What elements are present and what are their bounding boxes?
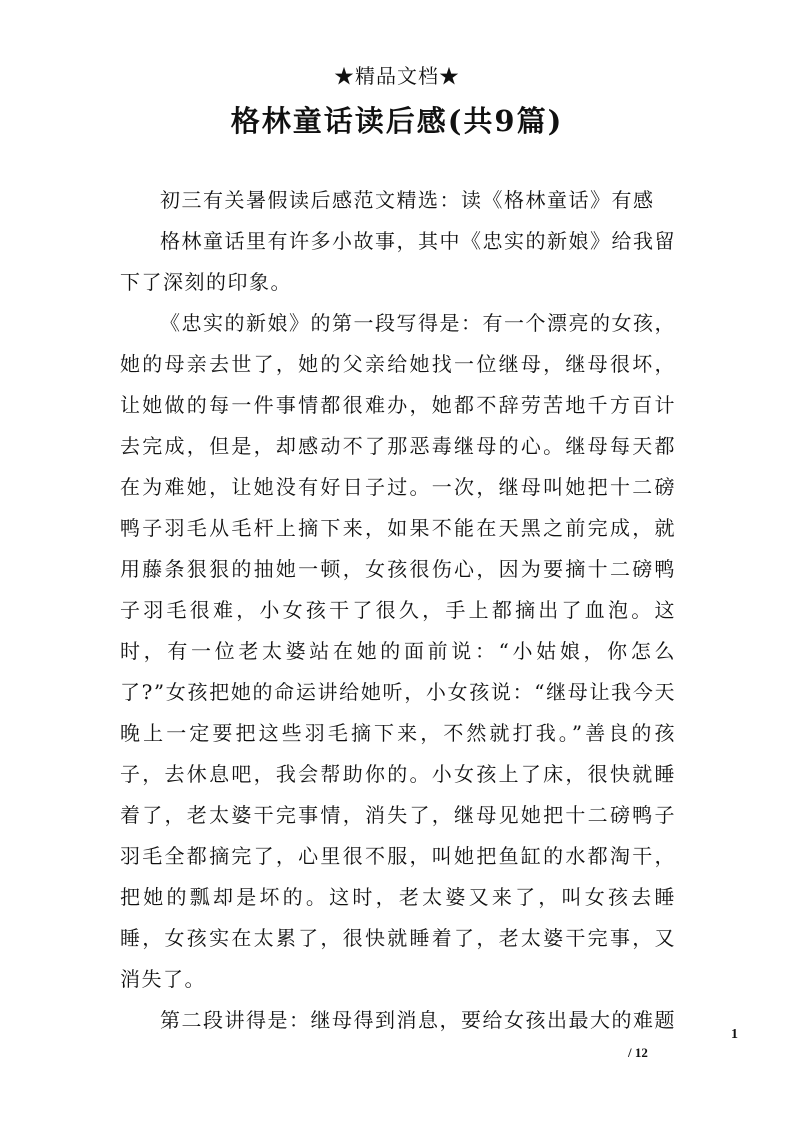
paragraph-first-section: 《忠实的新娘》的第一段写得是：有一个漂亮的女孩，她的母亲去世了，她的父亲给她找一位继母，继母很坏，让她做的每一件事情都很难办，她都不辞劳苦地千方百计去完成，但是，却感动不了那恶毒继母的心。继母每天都在为难她，让她没有好日子过。一次，继母叫她把十二磅鸭子羽毛从毛杆上摘下来，如果不能在天黑之前完成，就用藤条狠狠的抽她一顿，女孩很伤心，因为要摘十二磅鸭子羽毛很难，小女孩干了很久，手上都摘出了血泡。这时，有一位老太婆站在她的面前说：“小姑娘，你怎么了?”女孩把她的命运讲给她听，小女孩说：“继母让我今天晚上一定要把这些羽毛摘下来，不然就打我。”善良的孩子，去休息吧，我会帮助你的。小女孩上了床，很快就睡着了，老太婆干完事情，消失了，继母见她把十二磅鸭子羽毛全都摘完了，心里很不服，叫她把鱼缸的水都淘干，把她的瓢却是坏的。这时，老太婆又来了，叫女孩去睡睡，女孩实在太累了，很快就睡着了，老太婆干完事，又消失了。 (120, 311, 676, 991)
paragraph-second-section: 第二段讲得是：继母得到消息，要给女孩出最大的难题 (160, 1008, 676, 1032)
paragraph-intro: 格林童话里有许多小故事，其中《忠实的新娘》给我留下了深刻的印象。 (120, 229, 676, 294)
page-total: / 12 (628, 1045, 648, 1060)
paragraph-subtitle: 初三有关暑假读后感范文精选：读《格林童话》有感 (160, 188, 655, 212)
page-number: 1 (731, 1027, 738, 1042)
document-title: 格林童话读后感(共9篇) (230, 104, 564, 138)
document-header-label: ★精品文档★ (334, 64, 460, 88)
document-body (120, 180, 676, 1041)
